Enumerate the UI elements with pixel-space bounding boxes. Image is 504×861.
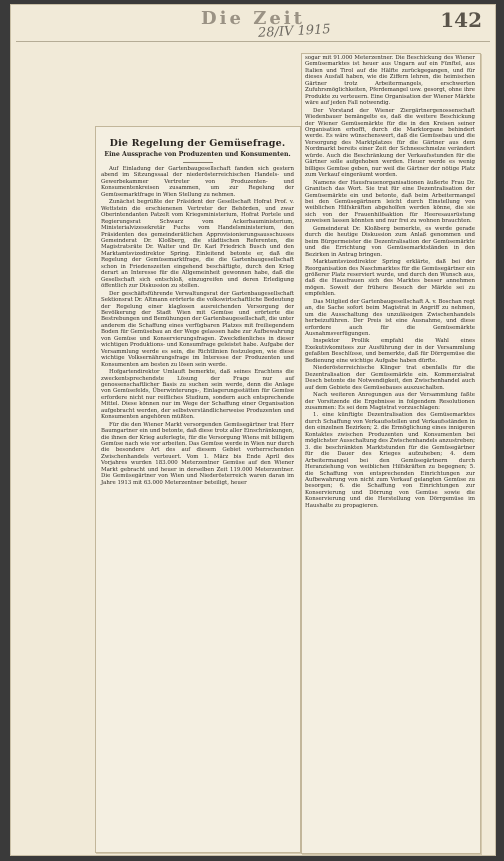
- paragraph: Das Mitglied der Gartenbaugesellschaft A. v. Boschan regt an, die Sache sofort beim Magistrat in Angriff zu nehmen, um die Ausschaltung des unzulässigen Zwischenhandels herbeizuführen. Der Preis ist eine Ausnahme, und diese erfordere auch für die Gemüsemärkte Ausnahmsverfügungen.: [305, 298, 475, 338]
- paragraph: Marktamtsvizedirektor Spring erklärte, daß bei der Reorganisation des Naschmarktes für die Gemüsegärtner ein größerer Platz reserviert wurde, und durch den Wunsch aus, daß die Hausfrauen sich des Marktes besser annehmen mögen. Soweit der frühere Besuch der Märkte sei zu empfehlen.: [305, 259, 475, 298]
- paragraph: Namens der Hausfrauenorganisationen äußerte Frau Dr. Granitsch das Wort. Sie trat für eine Dezentralisation der Gemüsemärkte ein und betonte, daß beim Arbeitermangel bei den Gemüsegärtnern leicht durch Einstellung von weiblichen Hilfskräften abgeholfen werden könne, die sie sich von der Frauenhilfsaktion für Heeresausrüstung zuweisen lassen könnten und nur frei zu wohnen brauchten.: [305, 179, 475, 225]
- masthead: [10, 4, 496, 41]
- newspaper-title: Die Zeit: [201, 8, 305, 29]
- article-headline: Die Regelung der Gemüsefrage.: [109, 138, 286, 149]
- paragraph: 1. eine künftigte Dezentralisation des Gemüsemarktes durch Schaffung von Verkaufsstellen und Verkaufsständen in den einzelnen Bezirken; 2. die Ermöglichung eines innigeren Kontaktes zwischen Produzenten und Konsumenten bei möglichster Ausschaltung des Zwischenhandels anzustreben; 3. die beschränkten Marktstunden für die Gemüsegärtner für die Dauer des Krieges aufzuheben; 4. dem Arbeitermangel bei den Gemüsegärtnern durch Heranziehung von weiblichen Hilfskräften zu begegnen; 5. die Schaffung von entsprechenden Einrichtungen zur Aufbewahrung von nicht zum Verkauf gelangten Gemüse zu besorgen; 6. die Schaffung von Einrichtungen zur Konservierung und Dörrung von Gemüse sowie die Konservierung und die Herstellung von Dörrgemüse im Haushalte zu propagieren.: [305, 412, 475, 509]
- paragraph: Niederösterreichische Klinger trat ebenfalls für die Dezentralisation der Gemüsemärkte ein. Kommerzialrat Desch betonte die Notwendigkeit, den Zwischenhandel auch auf dem Gebiete des Gemüsebaues auszuschalten.: [305, 365, 475, 391]
- paragraph: Gemeinderat Dr. Kloßberg bemerkte, es werde gerade durch die heutige Diskussion zum Anlaß genommen und beim Bürgermeister die Dezentralisation der Gemüsemärkte und die Errichtung von Gemüsemarktständen in den Bezirken in Antrag bringen.: [305, 225, 475, 258]
- headline-divider: [183, 162, 213, 163]
- paragraph: sogar mit 91.000 Meterzentner. Die Beschickung des Wiener Gemüsemarktes ist heuer aus Ungarn auf ein Fünftel, aus Italien und Tirol auf die Hälfte zurückgegangen, und für dieses Ausfall haben, wie die Ziffern lehren, die heimischen Gärtner trotz Arbeitermangels, erschwerten Zufuhrsmöglichkeiten, Pferdemangel usw. gesorgt, ohne ihre Produkte zu verteuern. Eine Organisation der Wiener Märkte wäre auf jeden Fall notwendig.: [305, 55, 475, 107]
- article-column-left: [101, 130, 294, 487]
- paragraph: Inspektor Prollik empfahl die Wahl eines Exekutivkomitees zur Ausführung der in der Versammlung gefaßten Beschlüsse, und bemerkte, daß für Dörrgemüse die Bedienung eine wichtige Aufgabe haben dürfte.: [305, 338, 475, 364]
- page-number: 142: [440, 8, 482, 32]
- paragraph: Zunächst begrüßte der Präsident der Gesellschaft Hofrat Prof. v. Wettstein die erschienenen Vertreter der Behörden, und zwar Oberintendanten Patzelt vom Kriegsministerium, Hofrat Portele und Regierungsrat Schwarz vom Ackerbauministerium, Ministerialvizesekretär Fuchs vom Handelsministerium, den Präsidenten des gemeinderätlichen Approvisionierungsausschusses Gemeinderat Dr. Kloßberg, die städtischen Referenten, die Magistratsräte Dr. Walter und Dr. Karl Friedrich Busch und den Marktamtsvizedirektor Spring. Einleitend betonte er, daß die Regelung der Gemüsemarktfrage, die die Gartenbaugesellschaft schon in Friedenszeiten eingehend beschäftigte, durch den Krieg derart an Interesse für die Allgemeinheit gewonnen habe, daß die Gesellschaft sich entschloß, einzugreifen und deren Erledigung öffentlich zur Diskussion zu stellen.: [101, 199, 294, 290]
- article-subheadline: Eine Aussprache von Produzenten und Konsumenten.: [104, 151, 291, 158]
- paragraph: Auf Einladung der Gartenbaugesellschaft fanden sich gestern abend im Sitzungssaal der niederösterreichischen Handels- und Gewerbekammer Vertreter von Produzenten- und Konsumentenkreisen zusammen, um zur Regelung der Gemüsemarktfrage in Wien Stellung zu nehmen.: [101, 166, 294, 198]
- paragraph: Für die den Wiener Markt versorgenden Gemüsegärtner trat Herr Baumgartner ein und betonte, daß diese trotz aller Einschränkungen, die ihnen der Krieg auferlegte, für die Versorgung Wiens mit billigem Gemüse nach wie vor arbeiten. Das Gemüse werde in Wien nur durch die besondere Art des auf diesem Gebiet vorherrschenden Zwischenhandels verteuert. Vom 1. März bis Ende April des Vorjahres wurden 183.000 Meterzentner Gemüse auf den Wiener Markt gebracht und heuer in derselben Zeit 119.000 Meterzentner. Die Gemüsegärtner von Wien und Niederösterreich waren daran im Jahre 1913 mit 63.000 Meterzentner beteiligt, heuer: [101, 421, 294, 486]
- paragraph: Der geschäftsführende Verwaltungsrat der Gartenbaugesellschaft Sektionsrat Dr. Altmann erörterte die volkswirtschaftliche Bedeutung der Regelung einer klaglosen ausreichenden Versorgung der Bevölkerung der Stadt Wien mit Gemüse und erörterte die Bestrebungen und Bemühungen der Gartenbaugesellschaft, die unter anderem die Schaffung eines verfügbaren Platzes mit freiliegendem Boden für Gemüsebau an der Wege gelassen habe zur Aufbewahrung von Gemüse und Konservierungsfragen. Zweckdienliches in dieser wichtigen Produktions- und Konsumfrage geleistet habe. Aufgabe der Versammlung werde es sein, die Richtlinien festzulegen, wie diese wichtige Volksernährungsfrage im Interesse der Produzenten und Konsumenten am besten zu lösen sein werde.: [101, 290, 294, 368]
- article-column-right: [305, 55, 475, 510]
- paragraph: Hofgartendirektor Umlauft bemerkte, daß seines Erachtens die zweckentsprechendste Lösung der Frage nur auf genossenschaftlicher Basis zu suchen sein werde, denn die Anlage von Gemüsefelds, Überwinterungs-, Einlagerungsstätten für Gemüse erfordere nicht nur reifliches Studium, sondern auch entsprechende Mittel. Diese können nur im Wege der Schaffung einer Organisation aufgebracht werden, der selbstverständlicherweise Produzenten und Konsumenten angehören müßten.: [101, 369, 294, 421]
- header-divider: [16, 41, 490, 42]
- handwritten-date: 28/IV 1915: [257, 22, 332, 41]
- paragraph: Der Vorstand der Wiener Ziergärtnergenossenschaft Wiedenbauer bemängelte es, daß die weitere Beschickung der Wiener Gemüsemärkte für die in den Kreisen seiner Organisation erhofft, durch die Marktorgane behindert werde. Es wäre wünschenswert, daß die Gemüsebau und die Versorgung des Marktplatzes für die Gärtner aus dem Nordmarkt bereits einer Zeit der Schneeschmelze verändert würde. Auch die Beschränkung der Verkaufsstunden für die Gärtner solle aufgehoben werden. Heuer werde es wenig billiges Gemüse geben, nur weil die Gärtner der nötige Platz zum Verkauf eingeräumt worden.: [305, 107, 475, 179]
- paragraph: Nach weiteren Anregungen aus der Versammlung faßte der Vorsitzende die Ergebnisse in folgendem Resolutionen zusammen: Es sei dem Magistrat vorzuschlagen:: [305, 392, 475, 412]
